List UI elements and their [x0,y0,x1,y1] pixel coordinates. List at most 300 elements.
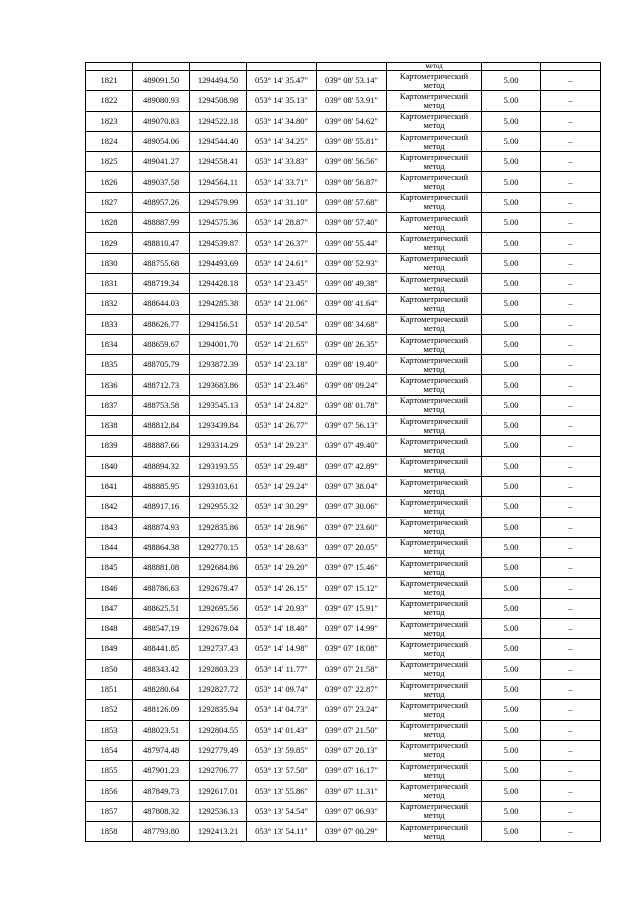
method-cell [387,355,482,375]
method-line-1: Картометрический [399,517,469,528]
y-coordinate-cell: 1292804.55 [190,720,247,740]
y-coordinate-cell: 1293193.55 [190,456,247,476]
point-number-cell: 1827 [86,192,133,212]
latitude-cell: 053° 14' 28.87" [247,213,317,233]
longitude-cell: 039° 08' 34.68" [317,314,387,334]
x-coordinate-cell: 488894.32 [133,456,190,476]
accuracy-cell: 5.00 [482,91,541,111]
y-coordinate-cell: 1294001.70 [190,334,247,354]
point-number-cell: 1855 [86,761,133,781]
y-coordinate-cell: 1294508.98 [190,91,247,111]
note-cell: – [541,679,601,699]
table-row [86,659,601,679]
table-row [86,334,601,354]
y-coordinate-cell: 1294494.50 [190,71,247,91]
table-row [86,253,601,273]
latitude-cell: 053° 14' 24.61" [247,253,317,273]
method-line-1: Картометрический [399,598,469,609]
x-coordinate-cell: 488755.68 [133,253,190,273]
method-cell [387,761,482,781]
table-row [86,679,601,699]
point-number-cell: 1835 [86,355,133,375]
latitude-cell: 053° 14' 29.23" [247,436,317,456]
accuracy-cell: 5.00 [482,720,541,740]
point-number-cell: 1847 [86,598,133,618]
method-line-1: Картометрический [399,172,469,183]
accuracy-cell: 5.00 [482,375,541,395]
longitude-cell: 039° 07' 11.31" [317,781,387,801]
method-line-2: метод [423,627,445,638]
x-coordinate-cell: 488441.85 [133,639,190,659]
table-row [86,192,601,212]
y-coordinate-cell: 1294522.18 [190,111,247,131]
longitude-cell: 039° 08' 56.56" [317,152,387,172]
latitude-cell: 053° 13' 59.85" [247,740,317,760]
method-cell [387,578,482,598]
method-cell [387,659,482,679]
x-coordinate-cell: 488786.63 [133,578,190,598]
y-coordinate-cell: 1292706.77 [190,761,247,781]
accuracy-cell: 5.00 [482,314,541,334]
accuracy-cell: 5.00 [482,294,541,314]
method-cell [387,456,482,476]
accuracy-cell: 5.00 [482,679,541,699]
method-cell [387,497,482,517]
method-line-1: Картометрический [399,90,469,101]
method-line-1: Картометрический [399,111,469,122]
method-line-2: метод [423,708,445,719]
table-row [86,578,601,598]
note-cell: – [541,334,601,354]
point-number-cell: 1830 [86,253,133,273]
accuracy-cell: 5.00 [482,659,541,679]
longitude-cell: 039° 07' 20.13" [317,740,387,760]
method-line-2: метод [423,668,445,679]
method-line-1: Картометрический [399,740,469,751]
method-line-2: метод [423,120,445,131]
longitude-cell: 039° 07' 18.08" [317,639,387,659]
y-coordinate-cell: 1294493.69 [190,253,247,273]
method-cell [387,375,482,395]
method-line-1: Картометрический [399,273,469,284]
cell-empty [86,63,133,71]
latitude-cell: 053° 14' 34.25" [247,131,317,151]
longitude-cell: 039° 08' 26.35" [317,334,387,354]
table-continuation-row [86,63,601,71]
note-cell: – [541,598,601,618]
longitude-cell: 039° 08' 52.93" [317,253,387,273]
accuracy-cell: 5.00 [482,781,541,801]
method-line-2: метод [423,587,445,598]
method-cell [387,253,482,273]
method-cell [387,619,482,639]
method-line-2: метод [423,526,445,537]
x-coordinate-cell: 489037.58 [133,172,190,192]
latitude-cell: 053° 14' 33.83" [247,152,317,172]
cell-empty [133,63,190,71]
point-number-cell: 1837 [86,395,133,415]
point-number-cell: 1840 [86,456,133,476]
note-cell: – [541,720,601,740]
note-cell: – [541,111,601,131]
note-cell: – [541,192,601,212]
latitude-cell: 053° 13' 54.11" [247,821,317,841]
method-line-2: метод [423,302,445,313]
x-coordinate-cell: 487849.73 [133,781,190,801]
point-number-cell: 1821 [86,71,133,91]
table-row [86,821,601,841]
method-line-2: метод [423,485,445,496]
y-coordinate-cell: 1292737.43 [190,639,247,659]
note-cell: – [541,355,601,375]
accuracy-cell: 5.00 [482,213,541,233]
method-cell [387,192,482,212]
table-row [86,273,601,293]
note-cell: – [541,558,601,578]
x-coordinate-cell: 488343.42 [133,659,190,679]
note-cell: – [541,761,601,781]
y-coordinate-cell: 1293872.39 [190,355,247,375]
method-line-1: Картометрический [399,699,469,710]
method-cell [387,801,482,821]
table-row [86,497,601,517]
table-row [86,639,601,659]
longitude-cell: 039° 08' 55.44" [317,233,387,253]
point-number-cell: 1833 [86,314,133,334]
accuracy-cell: 5.00 [482,761,541,781]
method-cell [387,720,482,740]
accuracy-cell: 5.00 [482,619,541,639]
cell-empty [482,63,541,71]
accuracy-cell: 5.00 [482,598,541,618]
y-coordinate-cell: 1294539.87 [190,233,247,253]
x-coordinate-cell: 489054.06 [133,131,190,151]
table-row [86,131,601,151]
table-row [86,355,601,375]
longitude-cell: 039° 08' 56.87" [317,172,387,192]
accuracy-cell: 5.00 [482,172,541,192]
table-row [86,314,601,334]
table-row [86,476,601,496]
latitude-cell: 053° 14' 29.24" [247,476,317,496]
method-cell [387,111,482,131]
note-cell: – [541,152,601,172]
point-number-cell: 1822 [86,91,133,111]
latitude-cell: 053° 14' 20.54" [247,314,317,334]
method-line-2: метод [423,688,445,699]
method-line-2: метод [423,99,445,110]
method-line-2: метод [423,424,445,435]
longitude-cell: 039° 07' 56.13" [317,416,387,436]
accuracy-cell: 5.00 [482,558,541,578]
method-line-1: Картометрический [399,456,469,467]
table-row [86,436,601,456]
x-coordinate-cell: 488547.19 [133,619,190,639]
method-line-2: метод [423,546,445,557]
longitude-cell: 039° 08' 19.40" [317,355,387,375]
accuracy-cell: 5.00 [482,578,541,598]
point-number-cell: 1824 [86,131,133,151]
x-coordinate-cell: 488280.64 [133,679,190,699]
note-cell: – [541,436,601,456]
note-cell: – [541,273,601,293]
point-number-cell: 1841 [86,476,133,496]
method-line-2: метод [423,79,445,90]
method-cell [387,172,482,192]
method-line-2: метод [423,830,445,841]
y-coordinate-cell: 1293314.29 [190,436,247,456]
longitude-cell: 039° 07' 38.04" [317,476,387,496]
y-coordinate-cell: 1294156.51 [190,314,247,334]
method-cell [387,679,482,699]
latitude-cell: 053° 14' 28.63" [247,537,317,557]
y-coordinate-cell: 1292684.86 [190,558,247,578]
point-number-cell: 1850 [86,659,133,679]
point-number-cell: 1831 [86,273,133,293]
x-coordinate-cell: 489080.93 [133,91,190,111]
accuracy-cell: 5.00 [482,416,541,436]
longitude-cell: 039° 08' 53.14" [317,71,387,91]
longitude-cell: 039° 08' 57.68" [317,192,387,212]
method-cell [387,152,482,172]
method-line-1: Картометрический [399,354,469,365]
accuracy-cell: 5.00 [482,192,541,212]
method-line-1: Картометрический [399,253,469,264]
table-row [86,700,601,720]
method-line-1: Картометрический [399,821,469,832]
accuracy-cell: 5.00 [482,537,541,557]
latitude-cell: 053° 14' 31.10" [247,192,317,212]
y-coordinate-cell: 1292835.94 [190,700,247,720]
table-row [86,416,601,436]
longitude-cell: 039° 07' 15.46" [317,558,387,578]
method-cell [387,781,482,801]
point-number-cell: 1825 [86,152,133,172]
latitude-cell: 053° 13' 57.50" [247,761,317,781]
longitude-cell: 039° 07' 22.87" [317,679,387,699]
method-line-2: метод [423,505,445,516]
latitude-cell: 053° 14' 14.98" [247,639,317,659]
x-coordinate-cell: 488644.03 [133,294,190,314]
x-coordinate-cell: 489041.27 [133,152,190,172]
method-line-1: Картометрический [399,314,469,325]
method-line-2: метод [423,749,445,760]
table-row [86,294,601,314]
note-cell: – [541,233,601,253]
longitude-cell: 039° 07' 15.91" [317,598,387,618]
accuracy-cell: 5.00 [482,436,541,456]
y-coordinate-cell: 1294544.40 [190,131,247,151]
table-row [86,172,601,192]
method-line-2: метод [423,242,445,253]
longitude-cell: 039° 07' 21.58" [317,659,387,679]
note-cell: – [541,639,601,659]
method-line-1: Картометрический [399,415,469,426]
method-line-1: Картометрический [399,659,469,670]
method-line-2: метод [423,282,445,293]
point-number-cell: 1829 [86,233,133,253]
table-row [86,619,601,639]
method-line-1: Картометрический [399,131,469,142]
method-line-1: Картометрический [399,293,469,304]
note-cell: – [541,172,601,192]
note-cell: – [541,821,601,841]
method-line-2: метод [423,160,445,171]
table-row [86,558,601,578]
point-number-cell: 1852 [86,700,133,720]
latitude-cell: 053° 14' 29.20" [247,558,317,578]
method-line-2: метод [423,465,445,476]
method-line-2: метод [423,343,445,354]
method-line-2: метод [423,607,445,618]
method-cell [387,395,482,415]
accuracy-cell: 5.00 [482,273,541,293]
y-coordinate-cell: 1292536.13 [190,801,247,821]
method-line-2: метод [423,444,445,455]
accuracy-cell: 5.00 [482,355,541,375]
longitude-cell: 039° 07' 20.05" [317,537,387,557]
point-number-cell: 1828 [86,213,133,233]
cell-empty [247,63,317,71]
x-coordinate-cell: 487901.23 [133,761,190,781]
latitude-cell: 053° 14' 23.45" [247,273,317,293]
method-line-1: Картометрический [399,618,469,629]
method-cell [387,233,482,253]
latitude-cell: 053° 14' 09.74" [247,679,317,699]
y-coordinate-cell: 1292679.47 [190,578,247,598]
longitude-cell: 039° 07' 42.89" [317,456,387,476]
point-number-cell: 1832 [86,294,133,314]
method-line-2: метод [423,140,445,151]
x-coordinate-cell: 488864.38 [133,537,190,557]
x-coordinate-cell: 487974.48 [133,740,190,760]
point-number-cell: 1856 [86,781,133,801]
latitude-cell: 053° 14' 23.18" [247,355,317,375]
method-line-2: метод [423,181,445,192]
x-coordinate-cell: 488719.34 [133,273,190,293]
y-coordinate-cell: 1292617.01 [190,781,247,801]
point-number-cell: 1838 [86,416,133,436]
table-row [86,517,601,537]
x-coordinate-cell: 488023.51 [133,720,190,740]
x-coordinate-cell: 487793.80 [133,821,190,841]
method-cell [387,131,482,151]
x-coordinate-cell: 489070.83 [133,111,190,131]
latitude-cell: 053° 14' 21.06" [247,294,317,314]
method-line-2: метод [423,566,445,577]
point-number-cell: 1848 [86,619,133,639]
latitude-cell: 053° 14' 01.43" [247,720,317,740]
y-coordinate-cell: 1292770.15 [190,537,247,557]
y-coordinate-cell: 1293439.84 [190,416,247,436]
method-line-1: Картометрический [399,435,469,446]
longitude-cell: 039° 07' 16.17" [317,761,387,781]
longitude-cell: 039° 07' 49.40" [317,436,387,456]
latitude-cell: 053° 14' 04.73" [247,700,317,720]
point-number-cell: 1842 [86,497,133,517]
latitude-cell: 053° 14' 34.80" [247,111,317,131]
method-line-1: Картометрический [399,334,469,345]
method-line-1: Картометрический [399,557,469,568]
method-line-2: метод [423,790,445,801]
accuracy-cell: 5.00 [482,334,541,354]
table-row [86,537,601,557]
point-number-cell: 1851 [86,679,133,699]
x-coordinate-cell: 488874.93 [133,517,190,537]
method-line-1: Картометрический [399,375,469,386]
method-cell [387,476,482,496]
method-line-1: Картометрический [399,801,469,812]
y-coordinate-cell: 1292413.21 [190,821,247,841]
table-row [86,761,601,781]
x-coordinate-cell: 488705.79 [133,355,190,375]
longitude-cell: 039° 08' 57.40" [317,213,387,233]
point-number-cell: 1823 [86,111,133,131]
method-cell [387,639,482,659]
method-cell [387,821,482,841]
x-coordinate-cell: 488712.73 [133,375,190,395]
table-row [86,375,601,395]
y-coordinate-cell: 1294579.99 [190,192,247,212]
table-row [86,91,601,111]
longitude-cell: 039° 07' 00.29" [317,821,387,841]
y-coordinate-cell: 1294564.11 [190,172,247,192]
longitude-cell: 039° 07' 23.60" [317,517,387,537]
latitude-cell: 053° 14' 24.82" [247,395,317,415]
method-line-2: метод [423,810,445,821]
cell-empty [541,63,601,71]
y-coordinate-cell: 1292779.49 [190,740,247,760]
latitude-cell: 053° 14' 26.37" [247,233,317,253]
method-cell [387,558,482,578]
x-coordinate-cell: 488917.16 [133,497,190,517]
method-cell [387,416,482,436]
note-cell: – [541,781,601,801]
latitude-cell: 053° 14' 26.77" [247,416,317,436]
x-coordinate-cell: 488812.84 [133,416,190,436]
x-coordinate-cell: 488885.95 [133,476,190,496]
y-coordinate-cell: 1294575.36 [190,213,247,233]
note-cell: – [541,578,601,598]
method-line-2: метод [423,221,445,232]
table-row [86,781,601,801]
note-cell: – [541,131,601,151]
longitude-cell: 039° 08' 41.64" [317,294,387,314]
note-cell: – [541,537,601,557]
note-cell: – [541,213,601,233]
latitude-cell: 053° 13' 55.86" [247,781,317,801]
table-row [86,720,601,740]
accuracy-cell: 5.00 [482,111,541,131]
longitude-cell: 039° 08' 54.62" [317,111,387,131]
latitude-cell: 053° 14' 20.93" [247,598,317,618]
accuracy-cell: 5.00 [482,131,541,151]
note-cell: – [541,253,601,273]
latitude-cell: 053° 14' 23.46" [247,375,317,395]
point-number-cell: 1836 [86,375,133,395]
method-cell [387,517,482,537]
method-line-1: Картометрический [399,537,469,548]
accuracy-cell: 5.00 [482,476,541,496]
method-line-1: Картометрический [399,496,469,507]
method-line-1: Картометрический [399,720,469,731]
method-line-1: Картометрический [399,212,469,223]
method-line-2: метод [423,384,445,395]
point-number-cell: 1846 [86,578,133,598]
table-row [86,740,601,760]
method-line-1: Картометрический [399,70,469,81]
accuracy-cell: 5.00 [482,395,541,415]
